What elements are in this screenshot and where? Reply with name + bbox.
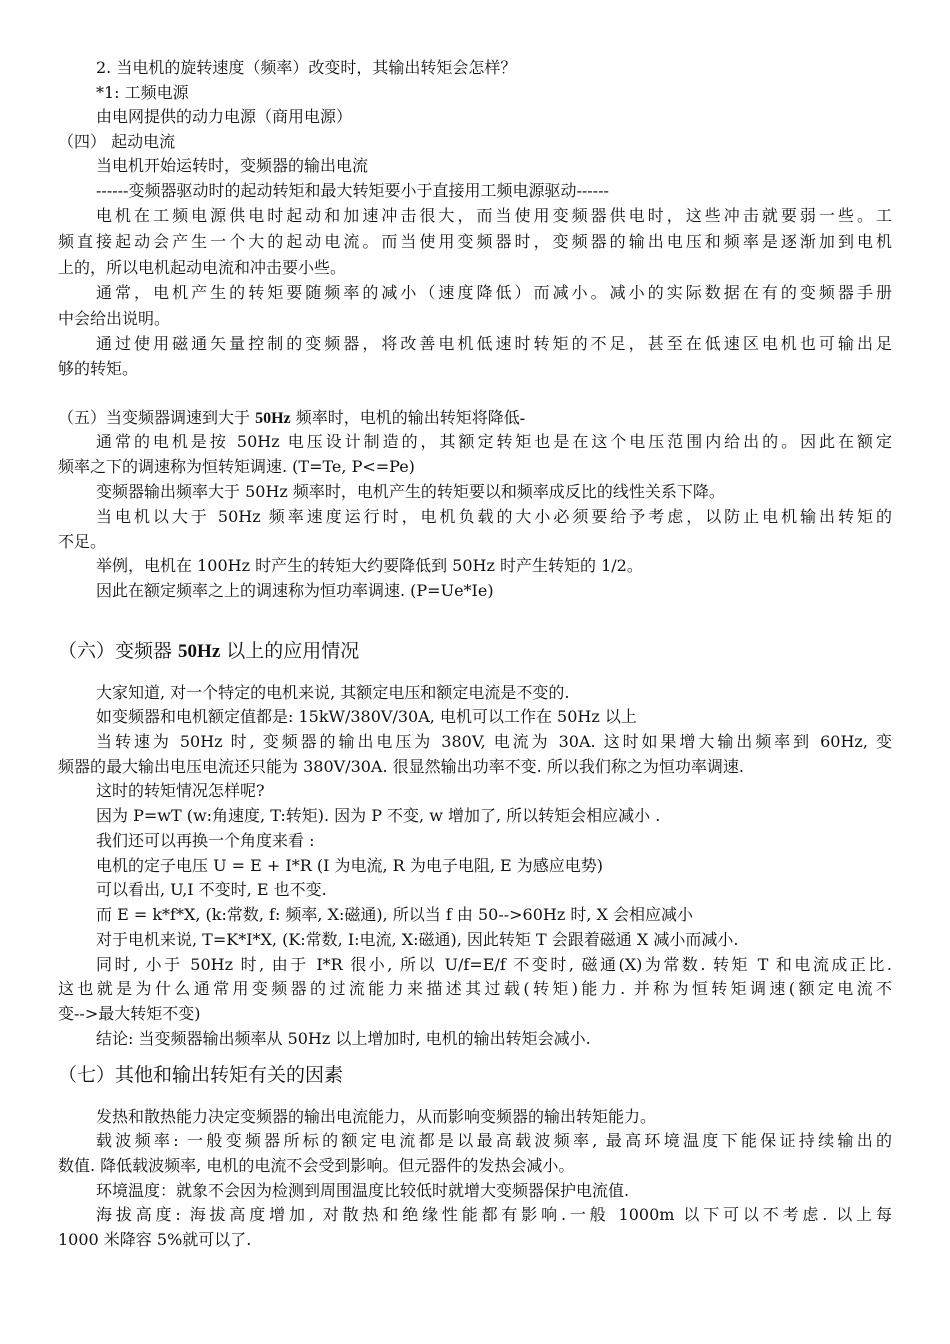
paragraph-line: 电机的定子电压 U = E + I*R (I 为电流, R 为电子电阻, E 为感应电势) <box>96 856 603 875</box>
paragraph-line: 频直接起动会产生一个大的起动电流。而当使用变频器时，变频器的输出电压和频率是逐渐加到电机 <box>58 232 892 251</box>
paragraph-line: 因此在额定频率之上的调速称为恒功率调速. (P=Ue*Ie) <box>96 581 494 600</box>
footnote-text: 由电网提供的动力电源（商用电源） <box>96 107 353 126</box>
paragraph-line: 够的转矩。 <box>58 359 139 378</box>
paragraph-line: ------变频器驱动时的起动转矩和最大转矩要小于直接用工频电源驱动------ <box>96 181 609 200</box>
paragraph-line: 因为 P=wT (w:角速度, T:转矩). 因为 P 不变, w 增加了, 所以转矩会相应减小 . <box>96 806 661 825</box>
section-heading-4: （四） 起动电流 <box>58 132 176 151</box>
paragraph-line: 频器的最大输出电压电流还只能为 380V/30A. 很显然输出功率不变. 所以我们称之为恒功率调速. <box>58 757 744 776</box>
paragraph-line: 变-->最大转矩不变) <box>58 1004 201 1023</box>
paragraph-line: 海拔高度: 海拔高度增加, 对散热和绝缘性能都有影响.一般 1000m 以下可以不考虑. 以上每 <box>96 1205 892 1224</box>
paragraph-line: 当转速为 50Hz 时, 变频器的输出电压为 380V, 电流为 30A. 这时如果增大输出频率到 60Hz, 变 <box>96 732 892 751</box>
paragraph-line: 不足。 <box>58 532 107 551</box>
paragraph-line: 环境温度：就象不会因为检测到周围温度比较低时就增大变频器保护电流值. <box>96 1181 630 1200</box>
paragraph-line: 这也就是为什么通常用变频器的过流能力来描述其过载(转矩)能力. 并称为恒转矩调速(额定电流不 <box>58 979 892 998</box>
paragraph-line: 数值. 降低载波频率, 电机的电流不会受到影响。但元器件的发热会减小。 <box>58 1156 575 1175</box>
paragraph-line: 举例，电机在 100Hz 时产生的转矩大约要降低到 50Hz 时产生转矩的 1/2。 <box>96 556 643 575</box>
paragraph-line: 当电机开始运转时，变频器的输出电流 <box>96 156 369 175</box>
paragraph-line: 频率之下的调速称为恒转矩调速. (T=Te, P<=Pe) <box>58 457 415 476</box>
paragraph-line: 结论: 当变频器输出频率从 50Hz 以上增加时, 电机的输出转矩会减小. <box>96 1029 591 1048</box>
paragraph-line: 1000 米降容 5%就可以了. <box>58 1230 252 1249</box>
paragraph-line: 对于电机来说, T=K*I*X, (K:常数, I:电流, X:磁通), 因此转矩 T 会跟着磁通 X 减小而减小. <box>96 930 739 949</box>
paragraph-line: 变频器输出频率大于 50Hz 频率时，电机产生的转矩要以和频率成反比的线性关系下降。 <box>96 482 725 501</box>
paragraph-line: 发热和散热能力决定变频器的输出电流能力，从而影响变频器的输出转矩能力。 <box>96 1107 657 1126</box>
paragraph-line: 而 E = k*f*X, (k:常数, f: 频率, X:磁通), 所以当 f 由 50-->60Hz 时, X 会相应减小 <box>96 905 694 924</box>
paragraph-line: 同时, 小于 50Hz 时, 由于 I*R 很小, 所以 U/f=E/f 不变时, 磁通(X)为常数. 转矩 T 和电流成正比. <box>96 955 892 974</box>
paragraph-line: 通常，电机产生的转矩要随频率的减小（速度降低）而减小。减小的实际数据在有的变频器手册 <box>96 283 892 302</box>
paragraph-line: 通常的电机是按 50Hz 电压设计制造的，其额定转矩也是在这个电压范围内给出的。因此在额定 <box>96 432 892 451</box>
paragraph-line: 中会给出说明。 <box>58 309 171 328</box>
paragraph-line: 大家知道, 对一个特定的电机来说, 其额定电压和额定电流是不变的. <box>96 683 570 702</box>
paragraph-line: 可以看出, U,I 不变时, E 也不变. <box>96 880 327 899</box>
paragraph-line: 上的，所以电机起动电流和冲击要小些。 <box>58 258 347 277</box>
section-heading-5: （五）当变频器调速到大于 50Hz 频率时，电机的输出转矩将降低- <box>58 408 526 427</box>
paragraph-line: 载波频率: 一般变频器所标的额定电流都是以最高载波频率, 最高环境温度下能保证持续输出的 <box>96 1131 892 1150</box>
paragraph-line: 如变频器和电机额定值都是: 15kW/380V/30A, 电机可以工作在 50Hz 以上 <box>96 707 637 726</box>
section-heading-7: （七）其他和输出转矩有关的因素 <box>58 1064 344 1086</box>
paragraph-line: 这时的转矩情况怎样呢? <box>96 781 265 800</box>
paragraph-line: 我们还可以再换一个角度来看 : <box>96 831 315 850</box>
paragraph-line: 通过使用磁通矢量控制的变频器，将改善电机低速时转矩的不足，甚至在低速区电机也可输出足 <box>96 334 892 353</box>
paragraph-line: 当电机以大于 50Hz 频率速度运行时，电机负载的大小必须要给予考虑，以防止电机输出转矩的 <box>96 507 892 526</box>
paragraph-line: 电机在工频电源供电时起动和加速冲击很大，而当使用变频器供电时，这些冲击就要弱一些。工 <box>96 206 892 225</box>
question-line: 2. 当电机的旋转速度（频率）改变时，其输出转矩会怎样？ <box>96 58 517 77</box>
footnote-label: *1: 工频电源 <box>96 83 189 102</box>
section-heading-6: （六）变频器 50Hz 以上的应用情况 <box>58 640 360 662</box>
